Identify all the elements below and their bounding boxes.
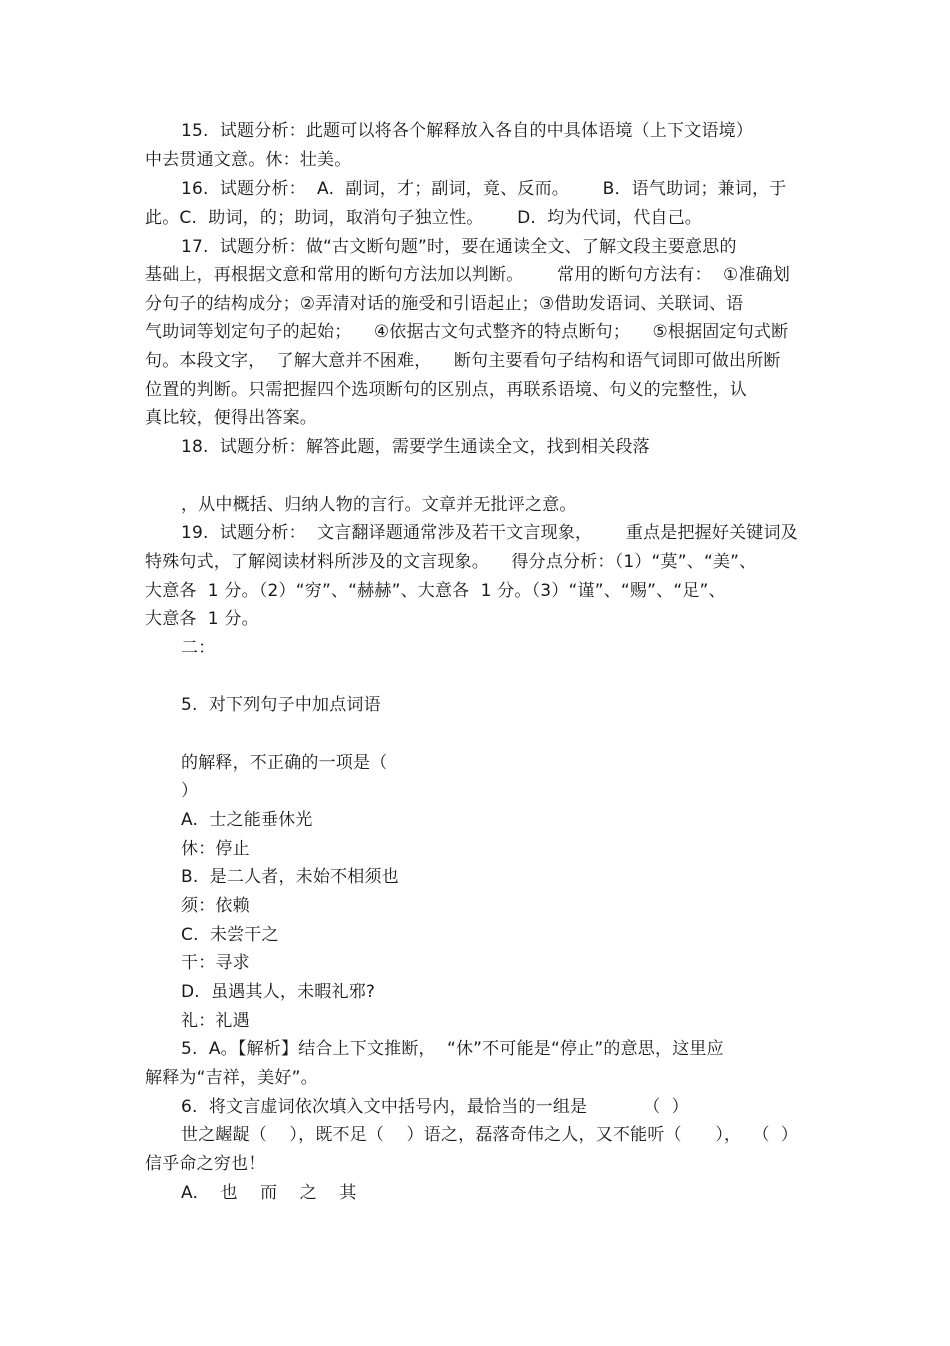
line-q15-analysis: 15. 试题分析：此题可以将各个解释放入各自的中具体语境（上下文语境） <box>181 121 754 141</box>
line-q19-cont-1: 特殊句式，了解阅读材料所涉及的文言现象。 得分点分析：（1）“莫”、“美”、 <box>145 552 757 572</box>
line-q5-stem-cont: 的解释，不正确的一项是（ <box>181 753 388 773</box>
line-q17-analysis: 17. 试题分析：做“古文断句题”时，要在通读全文、了解文段主要意思的 <box>181 237 737 257</box>
line-q5-answer-cont: 解释为“吉祥，美好”。 <box>145 1068 318 1088</box>
line-q18-analysis: 18. 试题分析：解答此题，需要学生通读全文，找到相关段落 <box>181 437 650 457</box>
line-option-a-gloss: 休：停止 <box>181 839 250 859</box>
line-q6-stem: 6. 将文言虚词依次填入文中括号内，最恰当的一组是 （ ） <box>181 1097 689 1117</box>
line-option-a: A. 士之能垂休光 <box>181 810 313 830</box>
line-q15-analysis-cont: 中去贯通文意。休：壮美。 <box>145 150 352 170</box>
line-option-d: D. 虽遇其人，未暇礼邪? <box>181 982 376 1002</box>
line-option-b: B. 是二人者，未始不相须也 <box>181 867 399 887</box>
line-option-d-gloss: 礼：礼遇 <box>181 1011 250 1031</box>
line-q17-cont-4: 句。本段文字， 了解大意并不困难， 断句主要看句子结构和语气词即可做出所断 <box>145 351 781 371</box>
line-q17-cont-6: 真比较，便得出答案。 <box>145 408 317 428</box>
line-q17-cont-3: 气助词等划定句子的起始； ④依据古文句式整齐的特点断句； ⑤根据固定句式断 <box>145 322 789 342</box>
line-q19-cont-3: 大意各 1 分。 <box>145 609 259 629</box>
line-q5-stem-paren: ） <box>181 781 199 801</box>
line-q6-passage: 世之龌龊（ ），既不足（ ）语之，磊落奇伟之人，又不能听（ ）， （ ） <box>181 1125 799 1145</box>
line-q19-cont-2: 大意各 1 分。（2）“穷”、“赫赫”、大意各 1 分。（3）“谨”、“赐”、“足”、 <box>145 581 726 601</box>
line-option-c-gloss: 干：寻求 <box>181 953 250 973</box>
line-q17-cont-2: 分句子的结构成分；②弄清对话的施受和引语起止；③借助发语词、关联词、语 <box>145 294 744 314</box>
line-option-b-gloss: 须：依赖 <box>181 896 250 916</box>
line-option-c: C. 未尝干之 <box>181 925 279 945</box>
line-q5-answer: 5. A。【解析】结合上下文推断， “休”不可能是“停止”的意思，这里应 <box>181 1039 724 1059</box>
line-q6-option-a: A. 也 而 之 其 <box>181 1183 357 1203</box>
line-q6-passage-cont: 信乎命之穷也！ <box>145 1154 266 1174</box>
line-q18-analysis-cont: ，从中概括、归纳人物的言行。文章并无批评之意。 <box>181 495 577 515</box>
line-q17-cont-1: 基础上，再根据文意和常用的断句方法加以判断。 常用的断句方法有： ①准确划 <box>145 265 791 285</box>
line-q16-analysis-cont: 此。C. 助词，的；助词，取消句子独立性。 D. 均为代词，代自己。 <box>145 208 703 228</box>
line-q17-cont-5: 位置的判断。只需把握四个选项断句的区别点，再联系语境、句义的完整性，认 <box>145 380 747 400</box>
line-q5-stem: 5. 对下列句子中加点词语 <box>181 695 381 715</box>
line-q16-analysis: 16. 试题分析： A. 副词，才；副词，竟、反而。 B．语气助词；兼词，于 <box>181 179 787 199</box>
line-q19-analysis: 19. 试题分析： 文言翻译题通常涉及若干文言现象， 重点是把握好关键词及 <box>181 523 798 543</box>
section-heading-two: 二： <box>181 638 216 658</box>
